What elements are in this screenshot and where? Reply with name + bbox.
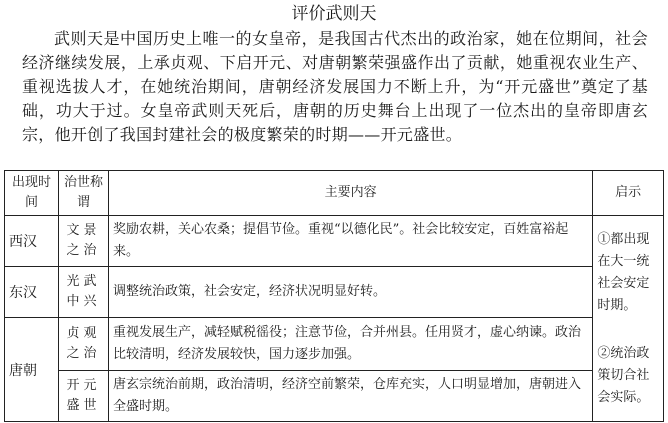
content-cell: 奖励农耕，关心农桑；提倡节俭。重视“以德化民”。社会比较安定，百姓富裕起来。 bbox=[108, 216, 592, 267]
header-content: 主要内容 bbox=[108, 171, 592, 216]
table-row bbox=[5, 318, 664, 371]
content-cell: 重视发展生产，减轻赋税徭役；注意节俭，合并州县。任用贤才，虚心纳谏。政治比较清明，经济发展较快，国力逐步加强。 bbox=[108, 318, 592, 371]
table-header-row bbox=[5, 171, 664, 216]
content-cell: 唐玄宗统治前期，政治清明，经济空前繁荣，仓库充实，人口明显增加，唐朝进入全盛时期。 bbox=[108, 371, 592, 422]
insight-item: ②统治政策切合社会实际。 bbox=[597, 345, 650, 405]
document-title: 评价武则天 bbox=[291, 4, 377, 24]
era-cell: 西汉 bbox=[5, 216, 59, 267]
era-cell: 东汉 bbox=[5, 267, 59, 318]
era-cell: 唐朝 bbox=[5, 318, 59, 422]
prosperous-eras-table bbox=[4, 170, 664, 422]
header-time: 出现时间 bbox=[5, 171, 59, 216]
table-row bbox=[5, 216, 664, 267]
content-cell: 调整统治政策，社会安定，经济状况明显好转。 bbox=[108, 267, 592, 318]
table-row bbox=[5, 371, 664, 422]
table-row bbox=[5, 267, 664, 318]
header-name: 治世称谓 bbox=[59, 171, 109, 216]
insight-item: ①都出现在大一统社会安定时期。 bbox=[597, 231, 650, 313]
header-insight: 启示 bbox=[593, 171, 664, 216]
essay-paragraph: 武则天是中国历史上唯一的女皇帝，是我国古代杰出的政治家，她在位期间，社会经济继续发展，上承贞观、下启开元、对唐朝繁荣强盛作出了贡献，她重视农业生产、重视选拔人才，在她统治期间，唐朝经济发展国力不断上升，为“开元盛世”奠定了基础，功大于过。女皇帝武则天死后，唐朝的历史舞台上出现了一位杰出的皇帝即唐玄宗，他开创了我国封建社会的极度繁荣的时期——开元盛世。 bbox=[22, 29, 648, 144]
reign-name-cell: 光武中兴 bbox=[59, 267, 109, 318]
reign-name-cell: 文景之治 bbox=[59, 216, 109, 267]
insight-cell bbox=[593, 216, 664, 422]
reign-name-cell: 贞观之治 bbox=[59, 318, 109, 371]
reign-name-cell: 开元盛世 bbox=[59, 371, 109, 422]
